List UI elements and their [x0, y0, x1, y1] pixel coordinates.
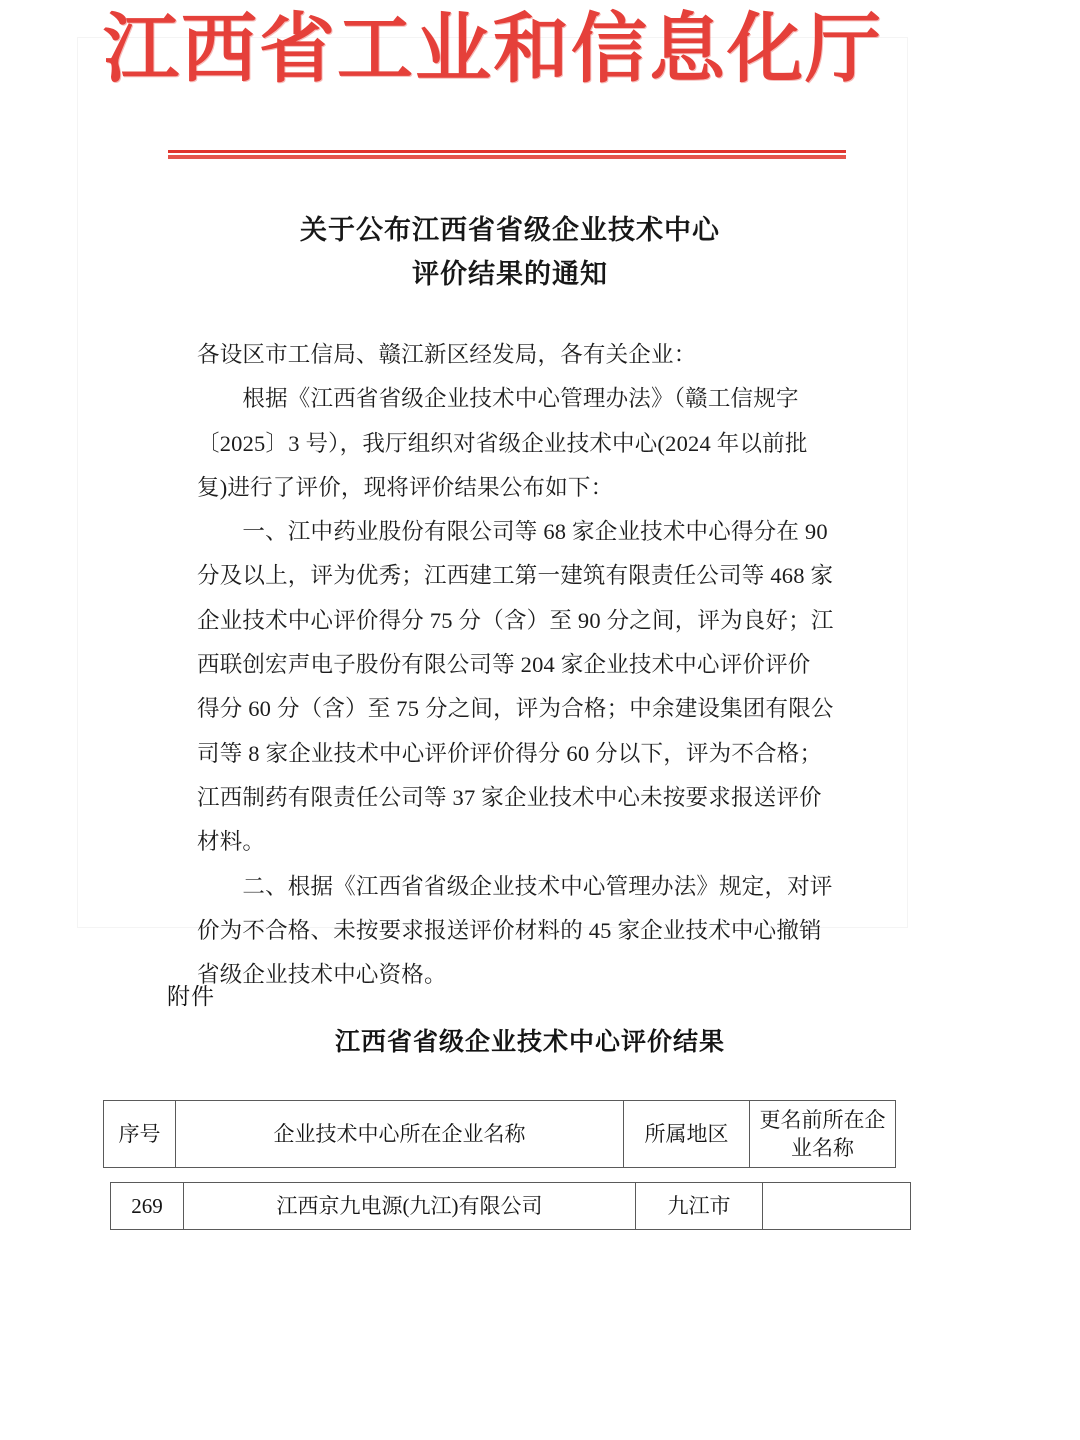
- cell-company: 江西京九电源(九江)有限公司: [184, 1183, 636, 1230]
- document-title-line-2: 评价结果的通知: [412, 259, 608, 289]
- item-one-line-2: 分及以上，评为优秀；江西建工第一建筑有限责任公司等 468 家: [197, 563, 834, 589]
- paragraph-item-two: [197, 865, 833, 998]
- item-two-line-2: 价为不合格、未按要求报送评价材料的 45 家企业技术中心撤销: [197, 917, 822, 943]
- item-one-line-4: 西联创宏声电子股份有限公司等 204 家企业技术中心评价评价: [197, 652, 811, 678]
- table-header-row: [104, 1101, 896, 1168]
- masthead-rule-thick: [168, 150, 846, 153]
- document-body: [197, 333, 834, 997]
- results-table-header: [103, 1100, 896, 1168]
- document-title-line-1: 关于公布江西省省级企业技术中心: [300, 215, 720, 245]
- attachment-title: 江西省省级企业技术中心评价结果: [334, 1029, 725, 1056]
- results-table-body: [110, 1182, 911, 1230]
- column-header-company: 企业技术中心所在企业名称: [176, 1101, 624, 1168]
- item-one-line-3: 企业技术中心评价得分 75 分（含）至 90 分之间，评为良好；江: [197, 607, 834, 633]
- intro-line-3: 复)进行了评价，现将评价结果公布如下：: [197, 474, 614, 500]
- agency-masthead: [93, 8, 893, 92]
- cell-region: 九江市: [636, 1183, 763, 1230]
- intro-line-2: 〔2025〕3 号），我厅组织对省级企业技术中心(2024 年以前批: [197, 430, 808, 456]
- results-table-header-block: [103, 1100, 895, 1168]
- cell-index: 269: [111, 1183, 184, 1230]
- column-header-former-name: 更名前所在企业名称: [750, 1101, 896, 1168]
- intro-line-1: 根据《江西省省级企业技术中心管理办法》（赣工信规字: [197, 386, 799, 412]
- item-two-line-3: 省级企业技术中心资格。: [197, 962, 447, 988]
- item-one-line-6: 司等 8 家企业技术中心评价评价得分 60 分以下，评为不合格；: [197, 740, 823, 766]
- paragraph-item-one: [197, 510, 834, 864]
- salutation-paragraph: [197, 333, 810, 377]
- item-one-line-1: 一、江中药业股份有限公司等 68 家企业技术中心得分在 90: [197, 519, 828, 545]
- item-one-line-7: 江西制药有限责任公司等 37 家企业技术中心未按要求报送评价: [197, 784, 822, 810]
- cell-former-name: [763, 1183, 911, 1230]
- item-two-line-1: 二、根据《江西省省级企业技术中心管理办法》规定，对评: [197, 873, 833, 899]
- table-row: [111, 1183, 911, 1230]
- results-table-body-block: [110, 1182, 910, 1230]
- item-one-line-8: 材料。: [197, 829, 266, 855]
- attachment-label: 附件: [167, 984, 215, 1009]
- column-header-index: 序号: [104, 1101, 176, 1168]
- document-title: [150, 208, 870, 296]
- agency-name: 江西省工业和信息化厅: [103, 8, 883, 92]
- paragraph-intro: [197, 377, 810, 510]
- salutation-line: 各设区市工信局、赣江新区经发局，各有关企业：: [197, 342, 697, 367]
- masthead-rule-thin: [168, 155, 846, 159]
- masthead-double-rule: [168, 150, 846, 159]
- column-header-region: 所属地区: [624, 1101, 750, 1168]
- item-one-line-5: 得分 60 分（含）至 75 分之间，评为合格；中余建设集团有限公: [197, 696, 834, 722]
